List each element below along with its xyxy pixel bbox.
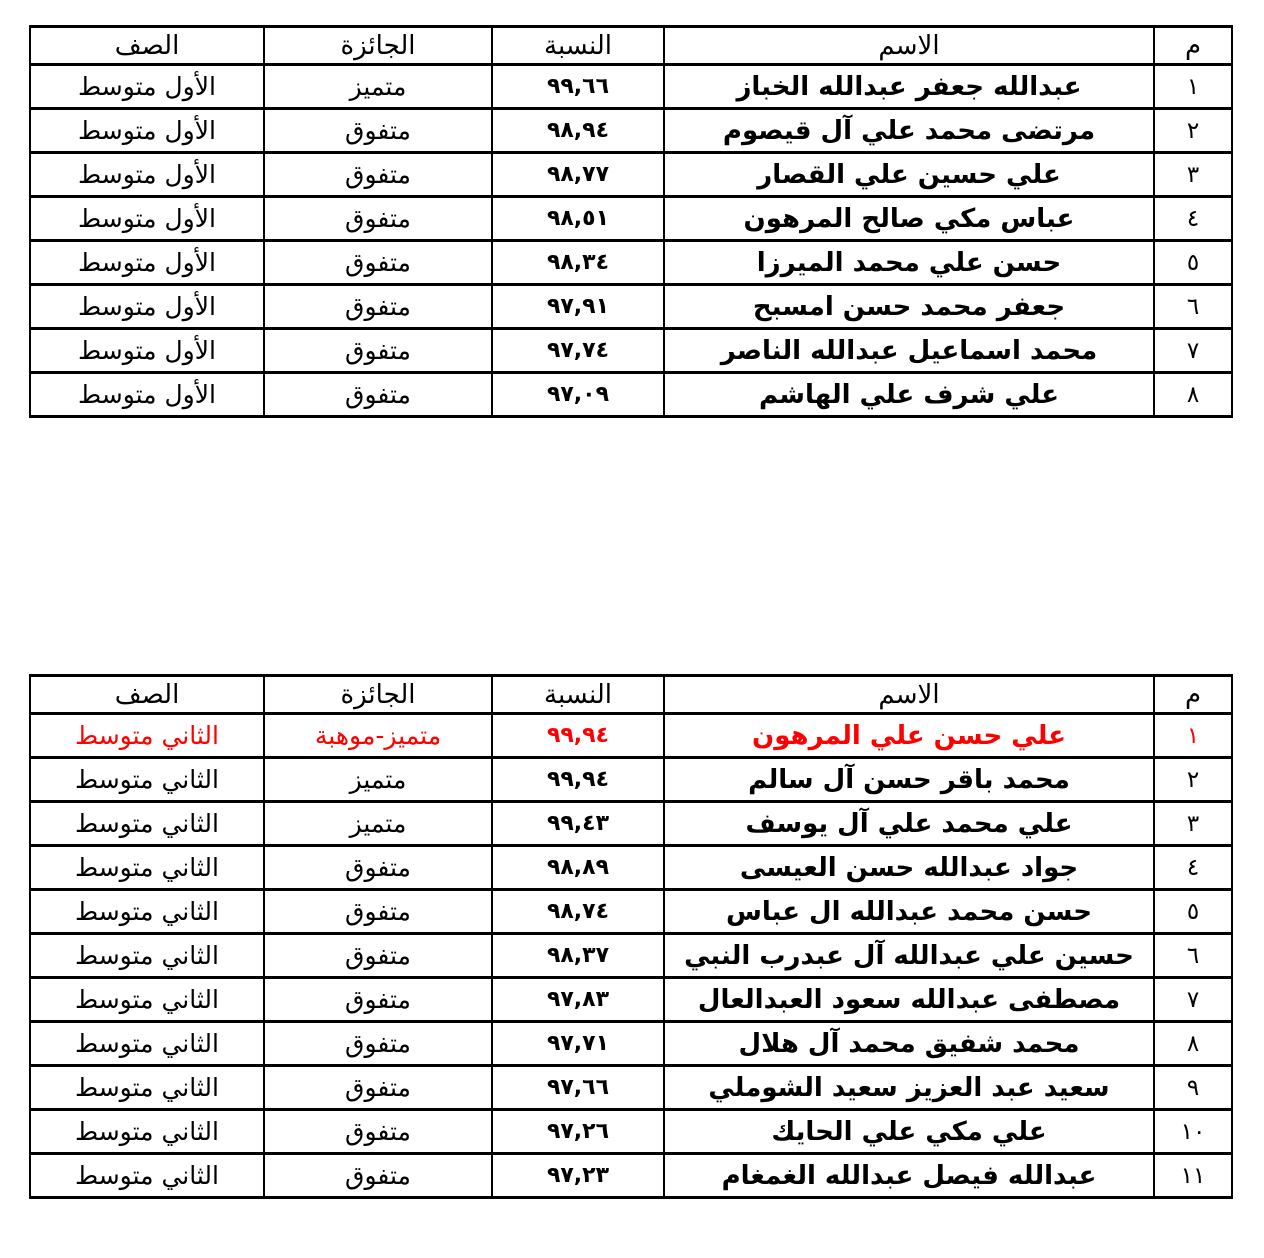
student-row	[30, 285, 1232, 329]
student-name-cell: حسن محمد عبدالله ال عباس	[664, 890, 1154, 934]
grade-cell: الثاني متوسط	[30, 758, 264, 802]
percentage-cell: ٩٧,٩١	[492, 285, 664, 329]
grade-cell: الأول متوسط	[30, 197, 264, 241]
student-row	[30, 373, 1232, 417]
header-row	[30, 27, 1232, 65]
grade-cell: الأول متوسط	[30, 241, 264, 285]
row-number-cell: ٢	[1154, 758, 1232, 802]
student-row	[30, 802, 1232, 846]
percentage-cell: ٩٩,٩٤	[492, 714, 664, 758]
student-name-cell: حسن علي محمد الميرزا	[664, 241, 1154, 285]
student-row	[30, 934, 1232, 978]
prize-cell: متفوق	[264, 373, 492, 417]
column-header-grade: الصف	[30, 27, 264, 65]
grade-cell: الأول متوسط	[30, 285, 264, 329]
percentage-cell: ٩٧,٢٦	[492, 1110, 664, 1154]
student-name-cell: سعيد عبد العزيز سعيد الشوملي	[664, 1066, 1154, 1110]
percentage-cell: ٩٩,٦٦	[492, 65, 664, 109]
prize-cell: متفوق	[264, 1022, 492, 1066]
prize-cell: متميز	[264, 65, 492, 109]
row-number-cell: ٤	[1154, 197, 1232, 241]
honor-table-first-intermediate	[29, 25, 1233, 418]
prize-cell: متفوق	[264, 934, 492, 978]
header-row	[30, 676, 1232, 714]
column-header-percentage: النسبة	[492, 27, 664, 65]
percentage-cell: ٩٨,٧٧	[492, 153, 664, 197]
percentage-cell: ٩٧,٦٦	[492, 1066, 664, 1110]
percentage-cell: ٩٨,٣٧	[492, 934, 664, 978]
row-number-cell: ٤	[1154, 846, 1232, 890]
row-number-cell: ١٠	[1154, 1110, 1232, 1154]
prize-cell: متفوق	[264, 197, 492, 241]
prize-cell: متفوق	[264, 846, 492, 890]
row-number-cell: ٧	[1154, 329, 1232, 373]
percentage-cell: ٩٨,٨٩	[492, 846, 664, 890]
grade-cell: الثاني متوسط	[30, 890, 264, 934]
student-row	[30, 890, 1232, 934]
grade-cell: الثاني متوسط	[30, 1022, 264, 1066]
student-name-cell: محمد باقر حسن آل سالم	[664, 758, 1154, 802]
row-number-cell: ٨	[1154, 373, 1232, 417]
student-row	[30, 153, 1232, 197]
prize-cell: متفوق	[264, 978, 492, 1022]
prize-cell: متفوق	[264, 1066, 492, 1110]
student-row	[30, 1022, 1232, 1066]
student-name-cell: علي شرف علي الهاشم	[664, 373, 1154, 417]
prize-cell: متفوق	[264, 1154, 492, 1198]
grade-cell: الثاني متوسط	[30, 934, 264, 978]
row-number-cell: ٦	[1154, 934, 1232, 978]
prize-cell: متفوق	[264, 329, 492, 373]
row-number-cell: ٨	[1154, 1022, 1232, 1066]
student-name-cell: علي مكي علي الحايك	[664, 1110, 1154, 1154]
percentage-cell: ٩٧,٨٣	[492, 978, 664, 1022]
column-header-number: م	[1154, 27, 1232, 65]
row-number-cell: ١١	[1154, 1154, 1232, 1198]
row-number-cell: ٧	[1154, 978, 1232, 1022]
grade-cell: الثاني متوسط	[30, 1066, 264, 1110]
row-number-cell: ٩	[1154, 1066, 1232, 1110]
row-number-cell: ٣	[1154, 153, 1232, 197]
student-name-cell: علي حسن علي المرهون	[664, 714, 1154, 758]
student-name-cell: علي حسين علي القصار	[664, 153, 1154, 197]
prize-cell: متميز	[264, 758, 492, 802]
grade-cell: الثاني متوسط	[30, 846, 264, 890]
student-row	[30, 109, 1232, 153]
student-row	[30, 846, 1232, 890]
student-row	[30, 1066, 1232, 1110]
grade-cell: الثاني متوسط	[30, 802, 264, 846]
percentage-cell: ٩٩,٩٤	[492, 758, 664, 802]
prize-cell: متفوق	[264, 285, 492, 329]
prize-cell: متميز-موهبة	[264, 714, 492, 758]
row-number-cell: ٣	[1154, 802, 1232, 846]
prize-cell: متفوق	[264, 241, 492, 285]
percentage-cell: ٩٧,٧١	[492, 1022, 664, 1066]
column-header-prize: الجائزة	[264, 27, 492, 65]
row-number-cell: ٥	[1154, 890, 1232, 934]
student-name-cell: محمد شفيق محمد آل هلال	[664, 1022, 1154, 1066]
row-number-cell: ١	[1154, 65, 1232, 109]
percentage-cell: ٩٩,٤٣	[492, 802, 664, 846]
percentage-cell: ٩٧,٠٩	[492, 373, 664, 417]
honor-table-second-intermediate	[29, 674, 1233, 1199]
student-name-cell: مصطفى عبدالله سعود العبدالعال	[664, 978, 1154, 1022]
student-row	[30, 329, 1232, 373]
row-number-cell: ٦	[1154, 285, 1232, 329]
prize-cell: متفوق	[264, 890, 492, 934]
row-number-cell: ٢	[1154, 109, 1232, 153]
prize-cell: متميز	[264, 802, 492, 846]
student-name-cell: عبدالله فيصل عبدالله الغمغام	[664, 1154, 1154, 1198]
student-row-highlighted	[30, 714, 1232, 758]
column-header-name: الاسم	[664, 27, 1154, 65]
grade-cell: الأول متوسط	[30, 109, 264, 153]
grade-cell: الأول متوسط	[30, 153, 264, 197]
student-name-cell: جعفر محمد حسن امسبح	[664, 285, 1154, 329]
grade-cell: الأول متوسط	[30, 329, 264, 373]
percentage-cell: ٩٨,٩٤	[492, 109, 664, 153]
student-row	[30, 1154, 1232, 1198]
column-header-prize: الجائزة	[264, 676, 492, 714]
student-row	[30, 978, 1232, 1022]
column-header-name: الاسم	[664, 676, 1154, 714]
percentage-cell: ٩٨,٣٤	[492, 241, 664, 285]
grade-cell: الثاني متوسط	[30, 714, 264, 758]
student-name-cell: عباس مكي صالح المرهون	[664, 197, 1154, 241]
student-row	[30, 758, 1232, 802]
student-name-cell: علي محمد علي آل يوسف	[664, 802, 1154, 846]
student-row	[30, 197, 1232, 241]
student-name-cell: محمد اسماعيل عبدالله الناصر	[664, 329, 1154, 373]
prize-cell: متفوق	[264, 1110, 492, 1154]
grade-cell: الثاني متوسط	[30, 978, 264, 1022]
column-header-percentage: النسبة	[492, 676, 664, 714]
student-name-cell: عبدالله جعفر عبدالله الخباز	[664, 65, 1154, 109]
student-row	[30, 241, 1232, 285]
row-number-cell: ٥	[1154, 241, 1232, 285]
percentage-cell: ٩٧,٢٣	[492, 1154, 664, 1198]
row-number-cell: ١	[1154, 714, 1232, 758]
percentage-cell: ٩٧,٧٤	[492, 329, 664, 373]
grade-cell: الأول متوسط	[30, 373, 264, 417]
column-header-grade: الصف	[30, 676, 264, 714]
student-row	[30, 1110, 1232, 1154]
column-header-number: م	[1154, 676, 1232, 714]
percentage-cell: ٩٨,٧٤	[492, 890, 664, 934]
grade-cell: الأول متوسط	[30, 65, 264, 109]
percentage-cell: ٩٨,٥١	[492, 197, 664, 241]
prize-cell: متفوق	[264, 153, 492, 197]
student-name-cell: مرتضى محمد علي آل قيصوم	[664, 109, 1154, 153]
student-name-cell: جواد عبدالله حسن العيسى	[664, 846, 1154, 890]
grade-cell: الثاني متوسط	[30, 1110, 264, 1154]
prize-cell: متفوق	[264, 109, 492, 153]
grade-cell: الثاني متوسط	[30, 1154, 264, 1198]
student-name-cell: حسين علي عبدالله آل عبدرب النبي	[664, 934, 1154, 978]
student-row	[30, 65, 1232, 109]
